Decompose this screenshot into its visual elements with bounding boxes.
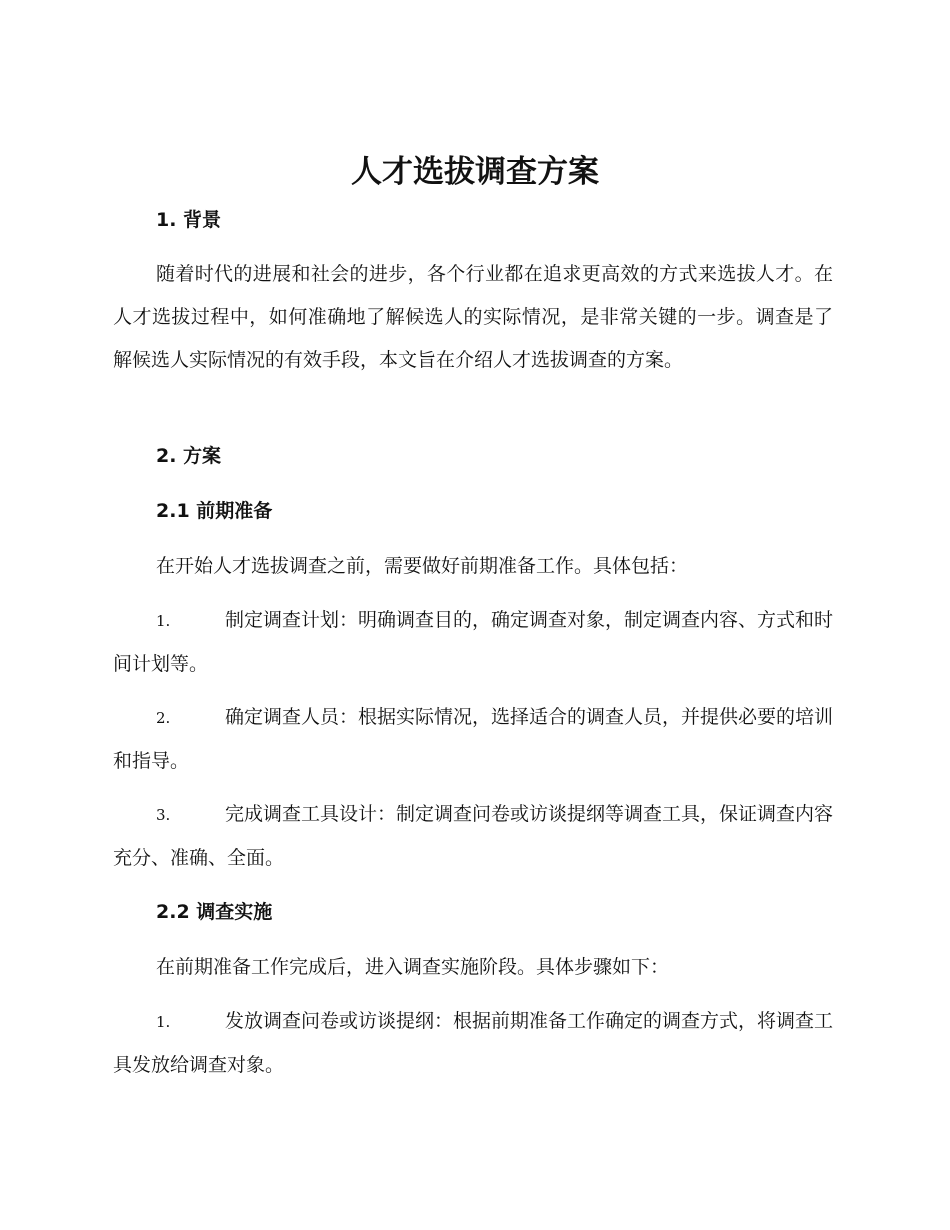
- list-item: [113, 1000, 833, 1087]
- background-paragraph: 随着时代的进展和社会的进步，各个行业都在追求更高效的方式来选拔人才。在人才选拔过程中，如何准确地了解候选人的实际情况，是非常关键的一步。调查是了解候选人实际情况的有效手段，本文旨在介绍人才选拔调查的方案。: [113, 263, 833, 371]
- list-text: 确定调查人员：根据实际情况，选择适合的调查人员，并提供必要的培训和指导。: [113, 706, 834, 772]
- list-text: 发放调查问卷或访谈提纲：根据前期准备工作确定的调查方式，将调查工具发放给调查对象。: [113, 1010, 834, 1076]
- subsection-heading-implementation: 2.2 调查实施: [156, 901, 273, 923]
- list-item: [113, 599, 833, 686]
- document-title: 人才选拔调查方案: [351, 154, 599, 190]
- section-heading-plan: 2. 方案: [156, 445, 222, 467]
- section-heading-background: 1. 背景: [156, 209, 222, 231]
- list-item: [113, 793, 833, 880]
- list-number: 3.: [156, 806, 171, 824]
- list-number: 1.: [156, 1013, 171, 1031]
- preparation-intro: 在开始人才选拔调查之前，需要做好前期准备工作。具体包括：: [156, 555, 689, 577]
- list-text: 完成调查工具设计：制定调查问卷或访谈提纲等调查工具，保证调查内容充分、准确、全面。: [113, 803, 834, 869]
- list-number: 1.: [156, 612, 171, 630]
- subsection-heading-preparation: 2.1 前期准备: [156, 500, 273, 522]
- list-number: 2.: [156, 709, 171, 727]
- list-item: [113, 696, 833, 783]
- implementation-intro: 在前期准备工作完成后，进入调查实施阶段。具体步骤如下：: [156, 956, 670, 978]
- list-text: 制定调查计划：明确调查目的，确定调查对象，制定调查内容、方式和时间计划等。: [113, 609, 834, 675]
